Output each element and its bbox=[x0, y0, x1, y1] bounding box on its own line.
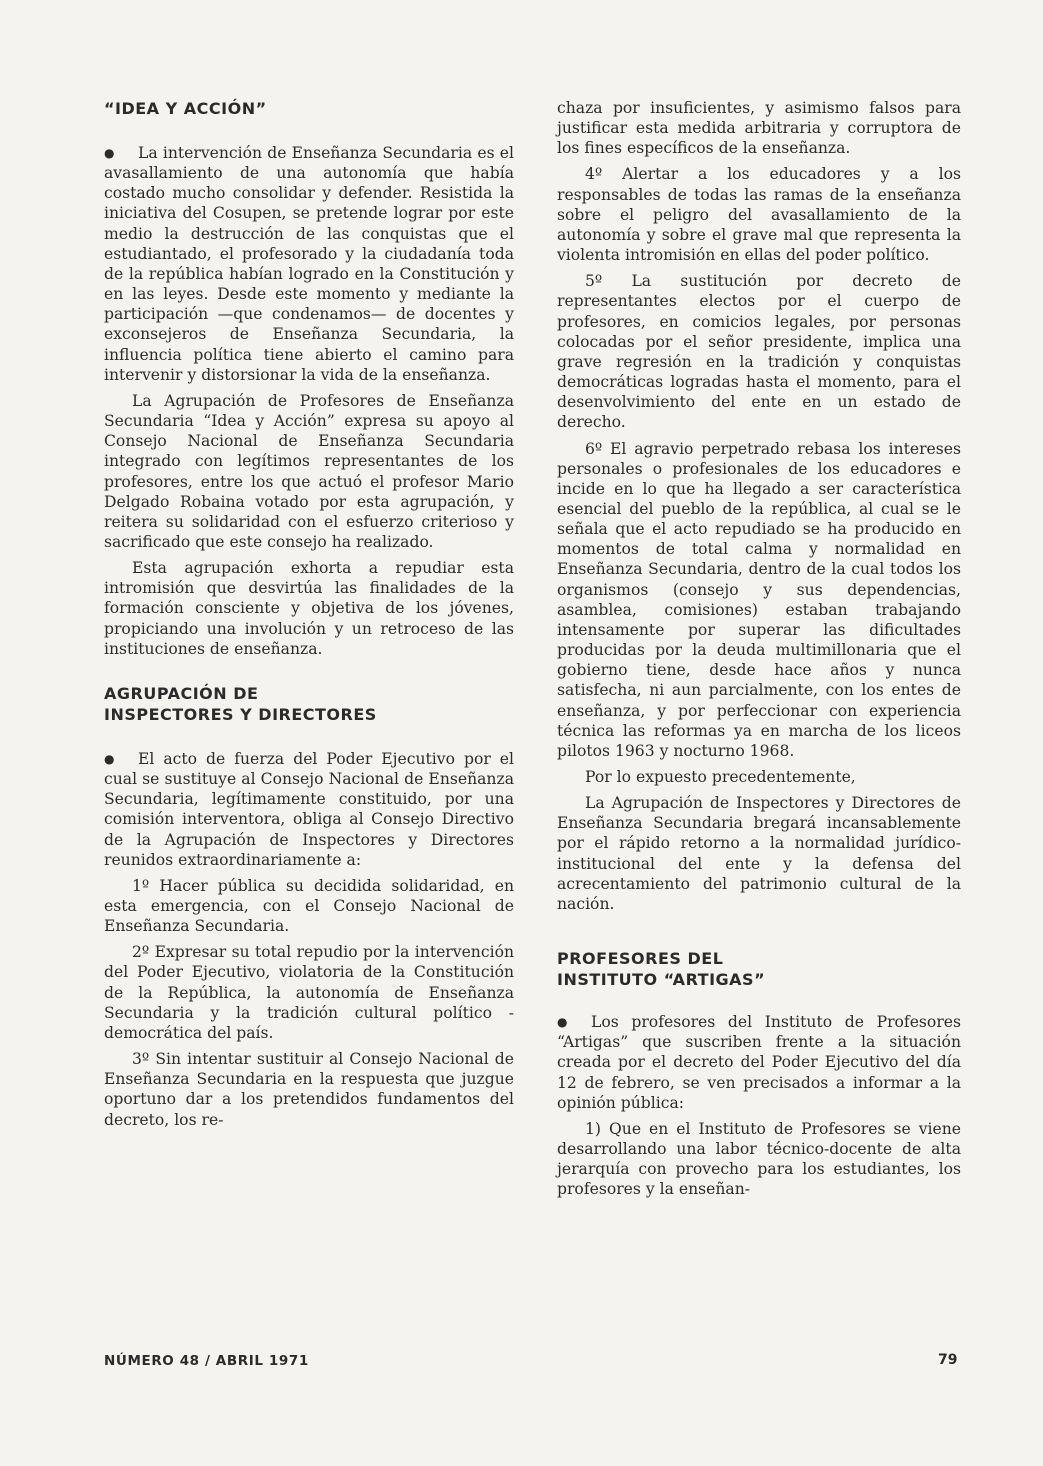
paragraph: 1) Que en el Instituto de Profesores se viene desarrollando una labor técnico-docente de alta jerarquía con provecho para los estudiantes, los profesores y la enseñan- bbox=[557, 1119, 961, 1199]
paragraph: 5º La sustitución por decreto de representantes electos por el cuerpo de profesores, en comicios legales, por personas colocadas por el señor presidente, implica una grave regresión en la tradición y conquistas democráticas logradas hasta el momento, para el desenvolvimiento del ente en un estado de derecho. bbox=[557, 272, 961, 432]
paragraph: 4º Alertar a los educadores y a los responsables de todas las ramas de la enseñanza sobre el peligro del avasallamiento de la autonomía y sobre el grave mal que representa la violenta intromisión en ellas del poder político. bbox=[557, 165, 961, 265]
paragraph: 1º Hacer pública su decidida solidaridad, en esta emergencia, con el Consejo Nacional de Enseñanza Secundaria. bbox=[104, 876, 514, 936]
heading-instituto-artigas: PROFESORES DEL INSTITUTO “ARTIGAS” bbox=[557, 949, 766, 990]
heading-idea-y-accion: “IDEA Y ACCIÓN” bbox=[104, 99, 267, 118]
right-column bbox=[557, 98, 961, 1206]
bullet-icon: ● bbox=[104, 146, 115, 160]
paragraph: ● La intervención de Enseñanza Secundaria es el avasallamiento de una autonomía que había costado mucho consolidar y defender. Resistida la iniciativa del Cosupen, se pretende lograr por este medio la destrucción de las conquistas que el estudiantado, el profesorado y la ciudadanía toda de la república habían logrado en la Constitución y en las leyes. Desde este momento y mediante la participación —que condenamos— de docentes y exconsejeros de Enseñanza Secundaria, la influencia política tiene abierto el camino para intervenir y distorsionar la vida de la enseñanza. bbox=[104, 144, 514, 384]
paragraph: ● Los profesores del Instituto de Profesores “Artigas” que suscriben frente a la situación creada por el decreto del Poder Ejecutivo del día 12 de febrero, se ven precisados a informar a la opinión pública: bbox=[557, 1013, 961, 1112]
paragraph: chaza por insuficientes, y asimismo falsos para justificar esta medida arbitraria y corruptora de los fines específicos de la enseñanza. bbox=[557, 99, 961, 158]
bullet-icon: ● bbox=[104, 751, 115, 766]
paragraph: 6º El agravio perpetrado rebasa los intereses personales o profesionales de los educadores e incide en lo que ha llegado a ser característica esencial del pueblo de la república, al cual se le señala que el acto repudiado se ha producido en momentos de total calma y normalidad en Enseñanza Secundaria, dentro de la cual todos los organismos (consejo y sus dependencias, asamblea, comisiones) estaban trabajando intensamente por superar las dificultades producidas por la deuda multimillonaria que el gobierno tiene, desde hace años y nunca satisfecha, ni aun parcialmente, con los entes de enseñanza, y por perfeccionar con experiencia técnica las reformas ya en marcha de los liceos pilotos 1963 y nocturno 1968. bbox=[557, 439, 961, 760]
issue-footer: NÚMERO 48 / ABRIL 1971 bbox=[104, 1353, 309, 1369]
left-column bbox=[104, 98, 514, 1136]
heading-inspectores-directores: AGRUPACIÓN DE INSPECTORES Y DIRECTORES bbox=[104, 683, 377, 724]
page-number: 79 bbox=[938, 1352, 958, 1368]
paragraph: La Agrupación de Profesores de Enseñanza Secundaria “Idea y Acción” expresa su apoyo al Consejo Nacional de Enseñanza Secundaria integrado con legítimos representantes de los profesores, entre los que actuó el profesor Mario Delgado Robaina votado por esta agrupación, y reitera su solidaridad con el esfuerzo criterioso y sacrificado que este consejo ha realizado. bbox=[104, 391, 514, 551]
paragraph: ● El acto de fuerza del Poder Ejecutivo por el cual se sustituye al Consejo Nacional de Enseñanza Secundaria, legítimamente constituido, por una comisión interventora, obliga al Consejo Directivo de la Agrupación de Inspectores y Directores reunidos extraordinariamente a: bbox=[104, 749, 514, 869]
paragraph: 2º Expresar su total repudio por la intervención del Poder Ejecutivo, violatoria de la Constitución de la República, la autonomía de Enseñanza Secundaria y la tradición cultural político - democrática del país. bbox=[104, 943, 514, 1042]
paragraph: 3º Sin intentar sustituir al Consejo Nacional de Enseñanza Secundaria en la respuesta que juzgue oportuno dar a los pretendidos fundamentos del decreto, los re- bbox=[104, 1050, 514, 1129]
paragraph: La Agrupación de Inspectores y Directores de Enseñanza Secundaria bregará incansablemente por el rápido retorno a la normalidad jurídico-institucional del ente y la defensa del acrecentamiento del patrimonio cultural de la nación. bbox=[557, 794, 961, 913]
paragraph: Esta agrupación exhorta a repudiar esta intromisión que desvirtúa las finalidades de la formación consciente y objetiva de los jóvenes, propiciando una involución y un retroceso de las instituciones de enseñanza. bbox=[104, 559, 514, 658]
paragraph: Por lo expuesto precedentemente, bbox=[585, 768, 856, 786]
bullet-icon: ● bbox=[557, 1015, 568, 1030]
